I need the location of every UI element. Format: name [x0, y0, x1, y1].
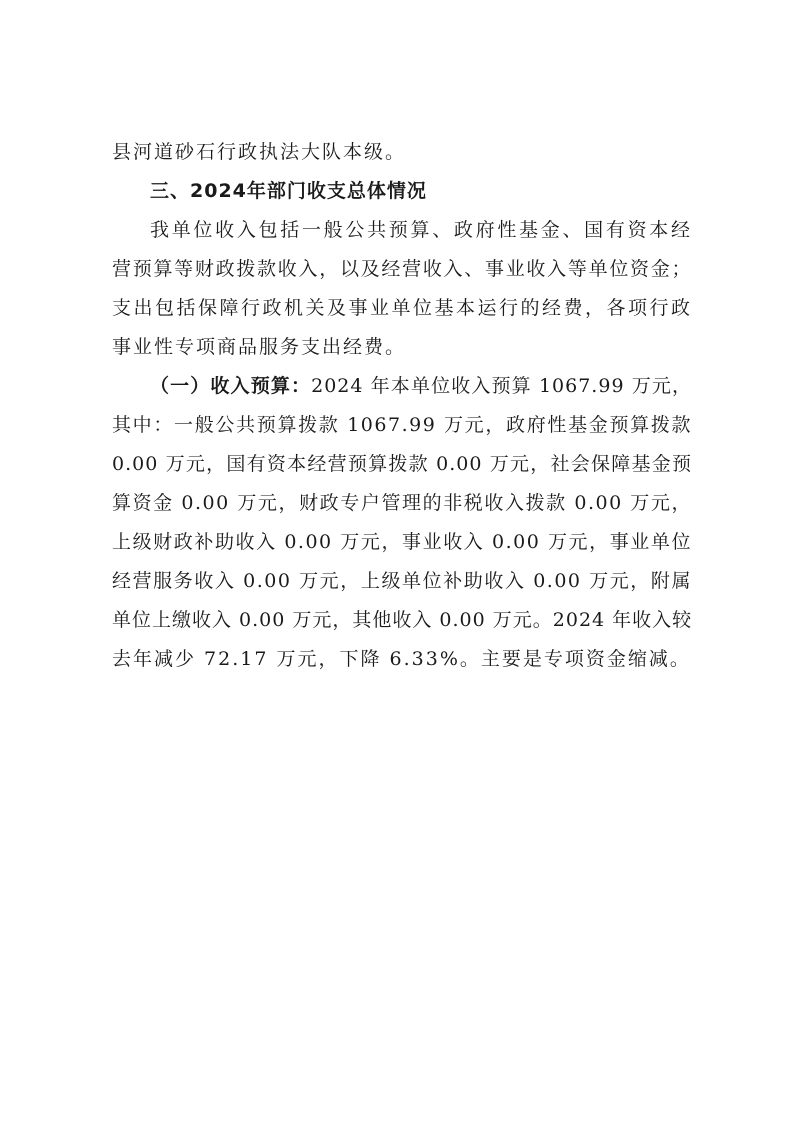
- paragraph-line: 去年减少 72.17 万元，下降 6.33%。主要是专项资金缩减。: [112, 648, 691, 670]
- paragraph-line: 算资金 0.00 万元，财政专户管理的非税收入拨款 0.00 万元，: [112, 492, 692, 514]
- paragraph-line: 上级财政补助收入 0.00 万元，事业收入 0.00 万元，事业单位: [112, 531, 692, 553]
- paragraph-line: 我单位收入包括一般公共预算、政府性基金、国有资本经: [150, 219, 692, 241]
- document-body: [112, 133, 692, 679]
- income-budget-line: [112, 367, 692, 406]
- paragraph-line: 支出包括保障行政机关及事业单位基本运行的经费，各项行政: [112, 297, 692, 319]
- paragraph-line: 其中：一般公共预算拨款 1067.99 万元，政府性基金预算拨款: [112, 414, 692, 436]
- income-budget-label: （一）收入预算：: [150, 375, 312, 397]
- paragraph-line-continuation: 县河道砂石行政执法大队本级。: [112, 141, 407, 163]
- section-heading: 三、2024年部门收支总体情况: [150, 180, 427, 202]
- paragraph-line: 单位上缴收入 0.00 万元，其他收入 0.00 万元。2024 年收入较: [112, 609, 693, 631]
- paragraph-line: 事业性专项商品服务支出经费。: [112, 336, 407, 358]
- paragraph-line: 0.00 万元，国有资本经营预算拨款 0.00 万元，社会保障基金预: [112, 453, 692, 475]
- income-budget-text: 2024 年本单位收入预算 1067.99 万元，: [311, 375, 692, 397]
- paragraph-line: 经营服务收入 0.00 万元，上级单位补助收入 0.00 万元，附属: [112, 570, 692, 592]
- paragraph-line: 营预算等财政拨款收入，以及经营收入、事业收入等单位资金；: [112, 258, 692, 280]
